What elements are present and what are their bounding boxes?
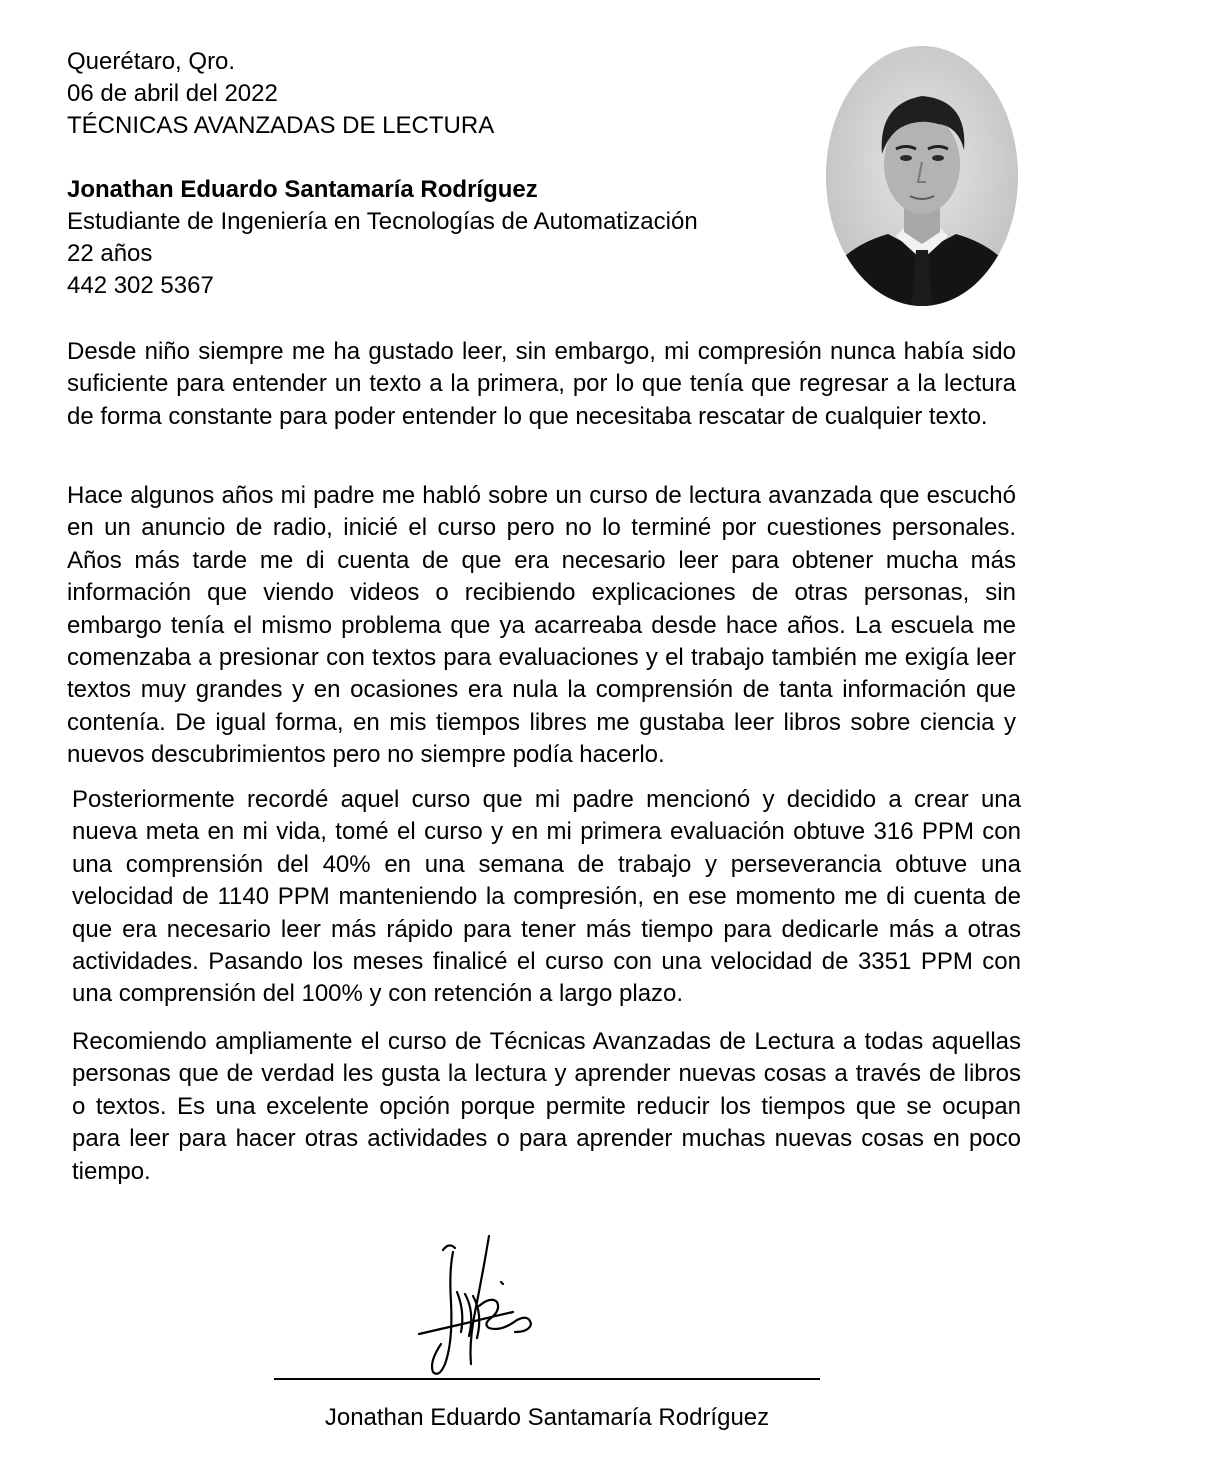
body-paragraph-1: Desde niño siempre me ha gustado leer, sin embargo, mi compresión nunca había sido suficiente para entender un texto a la primera, por lo que tenía que regresar a la lectura de forma constante para poder entender lo que necesitaba rescatar de cualquier texto. [67,338,1016,430]
header-spacer [67,142,807,174]
place-line: Querétaro, Qro. [67,48,236,75]
course-title: TÉCNICAS AVANZADAS DE LECTURA [67,112,495,139]
body-paragraph-2: Hace algunos años mi padre me habló sobre un curso de lectura avanzada que escuchó en un anuncio de radio, inicié el curso pero no lo terminé por cuestiones personales. Años más tarde me di cuenta de que era necesario leer para obtener mucha más información que viendo videos o recibiendo explicaciones de otras personas, sin embargo tenía el mismo problema que ya acarreaba desde hace años. La escuela me comenzaba a presionar con textos para evaluaciones y el trabajo también me exigía leer textos muy grandes y en ocasiones era nula la comprensión de tanta información que contenía. De igual forma, en mis tiempos libres me gustaba leer libros sobre ciencia y nuevos descubrimientos pero no siempre podía hacerlo. [67,482,1016,769]
signature-line [274,1378,820,1380]
body-paragraph-4: Recomiendo ampliamente el curso de Técnicas Avanzadas de Lectura a todas aquellas personas que de verdad les gusta la lectura y aprender nuevas cosas a través de libros o textos. Es una excelente opción porque permite reducir los tiempos que se ocupan para leer para hacer otras actividades o para aprender muchas nuevas cosas en poco tiempo. [72,1028,1021,1185]
author-name: Jonathan Eduardo Santamaría Rodríguez [67,176,538,203]
date-line: 06 de abril del 2022 [67,80,278,107]
portrait-image [826,46,1018,306]
handwritten-signature [405,1232,540,1382]
author-age: 22 años [67,240,153,267]
author-photo [826,46,1018,306]
author-phone: 442 302 5367 [67,272,214,299]
signer-name: Jonathan Eduardo Santamaría Rodríguez [324,1404,770,1431]
signature-scribble [405,1232,540,1382]
letter-header [67,46,807,302]
author-occupation: Estudiante de Ingeniería en Tecnologías de Automatización [67,208,698,235]
body-paragraph-3: Posteriormente recordé aquel curso que mi padre mencionó y decidido a crear una nueva meta en mi vida, tomé el curso y en mi primera evaluación obtuve 316 PPM con una comprensión del 40% en una semana de trabajo y perseverancia obtuve una velocidad de 1140 PPM manteniendo la compresión, en ese momento me di cuenta de que era necesario leer más rápido para tener más tiempo para dedicarle más a otras actividades. Pasando los meses finalicé el curso con una velocidad de 3351 PPM con una comprensión del 100% y con retención a largo plazo. [72,786,1021,1008]
